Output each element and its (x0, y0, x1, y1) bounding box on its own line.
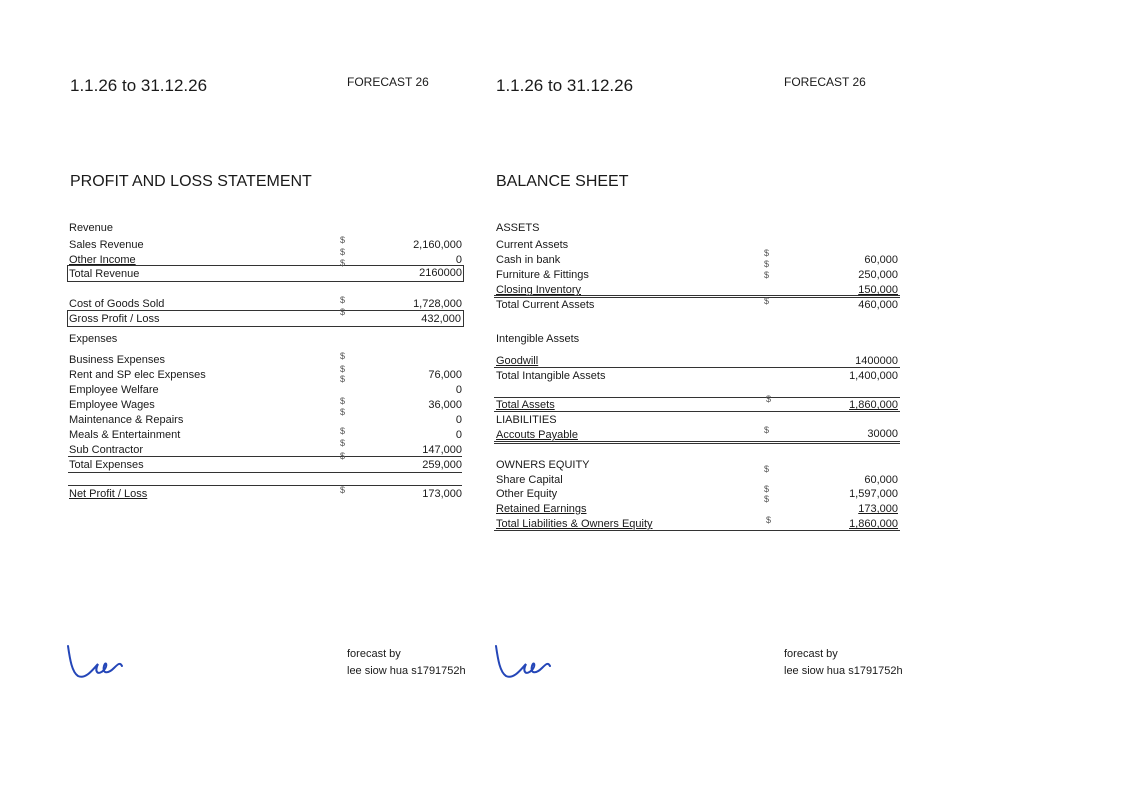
total-current-assets-value: 460,000 (858, 299, 898, 311)
dollar-sign: $ (764, 484, 770, 494)
total-liab-equity-label: Total Liabilities & Owners Equity (496, 518, 653, 530)
expense-value: 76,000 (428, 369, 462, 381)
total-intangible-label: Total Intangible Assets (496, 370, 606, 382)
goodwill-label: Goodwill (496, 355, 539, 367)
expense-label: Meals & Entertainment (69, 429, 181, 441)
divider (494, 397, 900, 398)
net-profit-label: Net Profit / Loss (69, 488, 148, 500)
dollar-sign: $ (340, 407, 346, 417)
closing-inventory-label: Closing Inventory (496, 284, 581, 296)
pnl-forecast-label: FORECAST 26 (347, 75, 429, 89)
dollar-sign: $ (764, 464, 770, 474)
footer-forecast-by: forecast by (347, 648, 401, 660)
equity-heading: OWNERS EQUITY (496, 459, 590, 471)
dollar-sign: $ (764, 296, 770, 306)
dollar-sign: $ (764, 425, 770, 435)
dollar-sign: $ (340, 364, 346, 374)
total-intangible-value: 1,400,000 (849, 370, 898, 382)
current-assets-heading: Current Assets (496, 239, 569, 251)
total-expenses-value: 259,000 (422, 459, 462, 471)
cogs-value: 1,728,000 (413, 298, 462, 310)
total-revenue-value: 2160000 (419, 267, 462, 279)
divider (494, 367, 900, 368)
accounts-payable-label: Accouts Payable (496, 429, 578, 441)
divider (494, 441, 900, 442)
footer-author: lee siow hua s1791752h (347, 665, 466, 677)
furniture-value: 250,000 (858, 269, 898, 281)
dollar-sign: $ (764, 494, 770, 504)
divider (494, 297, 900, 298)
total-liab-equity-value: 1,860,000 (849, 518, 898, 530)
dollar-sign: $ (340, 396, 346, 406)
other-income-value: 0 (455, 254, 462, 266)
expense-label: Sub Contractor (69, 444, 143, 456)
revenue-heading: Revenue (69, 222, 114, 234)
accounts-payable-value: 30000 (867, 428, 898, 440)
retained-earnings-value: 173,000 (858, 503, 898, 515)
divider (68, 485, 462, 486)
footer-forecast-by: forecast by (784, 648, 838, 660)
footer-author: lee siow hua s1791752h (784, 665, 903, 677)
closing-inventory-value: 150,000 (858, 284, 898, 296)
expense-value: 0 (455, 414, 462, 426)
dollar-sign: $ (340, 485, 346, 495)
divider (494, 295, 900, 296)
gross-profit-value: 432,000 (421, 313, 461, 325)
dollar-sign: $ (340, 426, 346, 436)
assets-heading: ASSETS (496, 222, 540, 234)
dollar-sign: $ (340, 307, 346, 317)
dollar-sign: $ (340, 374, 346, 384)
net-profit-value: 173,000 (422, 488, 462, 500)
other-equity-label: Other Equity (496, 488, 558, 500)
expense-value: 0 (455, 384, 462, 396)
dollar-sign: $ (764, 248, 770, 258)
gross-profit-label: Gross Profit / Loss (69, 313, 160, 325)
dollar-sign: $ (340, 295, 346, 305)
signature (492, 642, 552, 682)
divider (68, 472, 462, 473)
total-expenses-label: Total Expenses (69, 459, 144, 471)
divider (494, 411, 900, 412)
dollar-sign: $ (340, 258, 346, 268)
share-capital-label: Share Capital (496, 474, 563, 486)
expense-label: Employee Wages (69, 399, 155, 411)
expense-label: Business Expenses (69, 354, 165, 366)
expense-value: 36,000 (428, 399, 462, 411)
dollar-sign: $ (766, 394, 772, 404)
expense-value: 147,000 (422, 444, 462, 456)
pnl-title: PROFIT AND LOSS STATEMENT (70, 173, 312, 190)
total-assets-value: 1,860,000 (849, 399, 898, 411)
liabilities-heading: LIABILITIES (496, 414, 557, 426)
dollar-sign: $ (340, 351, 346, 361)
dollar-sign: $ (340, 451, 346, 461)
intangible-heading: Intengible Assets (496, 333, 580, 345)
other-equity-value: 1,597,000 (849, 488, 898, 500)
dollar-sign: $ (764, 259, 770, 269)
dollar-sign: $ (764, 270, 770, 280)
expense-value: 0 (455, 429, 462, 441)
sales-revenue-value: 2,160,000 (413, 239, 462, 251)
expense-label: Maintenance & Repairs (69, 414, 184, 426)
pnl-period: 1.1.26 to 31.12.26 (70, 76, 208, 95)
furniture-label: Furniture & Fittings (496, 269, 589, 281)
signature (64, 642, 124, 682)
cash-value: 60,000 (864, 254, 898, 266)
expense-label: Employee Welfare (69, 384, 159, 396)
divider (494, 530, 900, 531)
divider (494, 443, 900, 444)
share-capital-value: 60,000 (864, 474, 898, 486)
total-current-assets-label: Total Current Assets (496, 299, 595, 311)
bs-period: 1.1.26 to 31.12.26 (496, 76, 634, 95)
dollar-sign: $ (340, 438, 346, 448)
dollar-sign: $ (340, 247, 346, 257)
total-assets-label: Total Assets (496, 399, 555, 411)
dollar-sign: $ (340, 235, 346, 245)
dollar-sign: $ (766, 515, 772, 525)
total-revenue-label: Total Revenue (69, 268, 140, 280)
divider (68, 456, 462, 457)
other-income-label: Other Income (69, 254, 136, 266)
goodwill-value: 1400000 (855, 355, 898, 367)
bs-title: BALANCE SHEET (496, 173, 629, 190)
cogs-label: Cost of Goods Sold (69, 298, 165, 310)
sales-revenue-label: Sales Revenue (69, 239, 144, 251)
cash-label: Cash in bank (496, 254, 561, 266)
bs-forecast-label: FORECAST 26 (784, 75, 866, 89)
expense-label: Rent and SP elec Expenses (69, 369, 206, 381)
expenses-heading: Expenses (69, 333, 118, 345)
retained-earnings-label: Retained Earnings (496, 503, 587, 515)
